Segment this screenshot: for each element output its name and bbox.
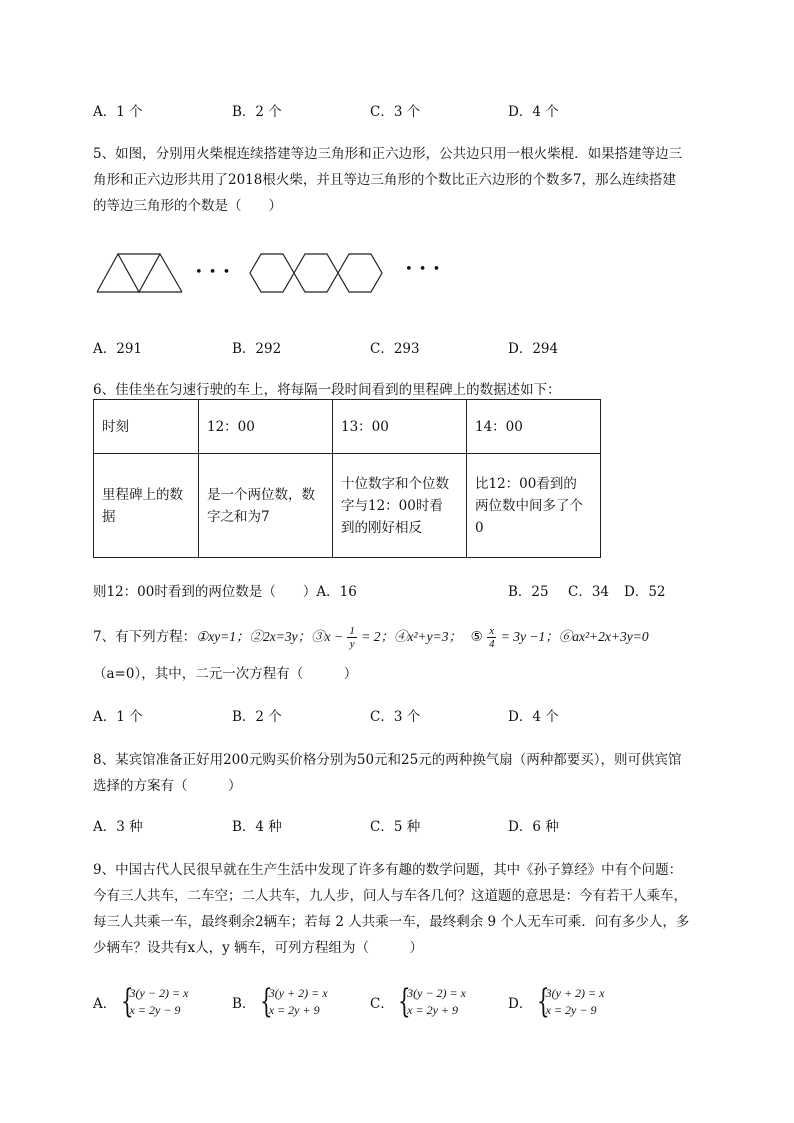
equation-system: { 3(y + 2) = x x = 2y + 9 [259, 981, 328, 1020]
q9-line-3: 每三人共乘一车，最终剩余2辆车；若每 2 人共乘一车，最终剩余 9 个人无车可乘．问有多少人，多 [93, 914, 690, 930]
q9-option-d: D． { 3(y + 2) = x x = 2y − 9 [508, 981, 605, 1020]
q7-line-2: （a=0），其中，二元一次方程有（ ） [93, 666, 358, 682]
table-cell-1200 [199, 454, 333, 558]
q6-option-c: C．34 [568, 584, 610, 600]
q7-eq-4: ④x²+y=3； [393, 629, 462, 644]
q8-option-b: B．4 种 [232, 819, 282, 835]
q7-eq-1: ①xy=1； [196, 629, 250, 644]
cell-line: 比12：00看到的 [475, 475, 577, 492]
table-header-cell: 12：00 [199, 400, 333, 454]
q5-option-b: B．292 [232, 341, 282, 357]
q7-eq-5-fraction: $\frac{x}{4}$ [488, 625, 495, 650]
triangle-strip [97, 254, 182, 292]
q7-eq-5-right: = 3y −1； [500, 629, 559, 644]
figure-ellipsis-left: • • • [195, 265, 232, 280]
q6-stem: 6、佳佳坐在匀速行驶的车上，将每隔一段时间看到的里程碑上的数据述如下： [93, 382, 561, 398]
table-cell-1300 [333, 454, 467, 558]
q9-line-1: 9、中国古代人民很早就在生产生活中发现了许多有趣的数学问题，其中《孙子算经》中有个问题： [93, 862, 683, 878]
equation-system: { 3(y − 2) = x x = 2y − 9 [120, 981, 189, 1020]
table-cell-1400 [467, 454, 601, 558]
table-header-cell: 13：00 [333, 400, 467, 454]
milestone-table [93, 399, 601, 558]
cell-line: 是一个两位数，数 [207, 486, 315, 503]
q5-option-a: A．291 [93, 341, 143, 357]
q7-eq-2: ②2x=3y； [249, 629, 312, 644]
table-header-cell: 14：00 [467, 400, 601, 454]
q6-tail-with-option-a: 则12：00时看到的两位数是（ ）A．16 [93, 584, 357, 600]
q7-eq-5-mark: ⑤ [470, 629, 483, 645]
cell-line: 字与12：00时看 [341, 497, 443, 514]
table-row-label: 里程碑上的数据 [94, 454, 199, 558]
q8-line-1: 8、某宾馆准备正好用200元购买价格分别为50元和25元的两种换气扇（两种都要买），则可供宾馆 [93, 752, 682, 768]
equation-system: { 3(y − 2) = x x = 2y + 9 [398, 981, 466, 1020]
q5-option-d: D．294 [508, 341, 559, 357]
q5-line-2: 角形和正六边形共用了2018根火柴，并且等边三角形的个数比正六边形的个数多7，那么连续搭建 [93, 172, 676, 188]
q8-option-c: C．5 种 [370, 819, 421, 835]
q4-option-b: B．2 个 [232, 104, 282, 120]
cell-line: 两位数中间多了个 [475, 497, 583, 514]
q7-eq-3-right: = 2； [361, 629, 394, 644]
q7-eq-3-left: ③x − [311, 629, 344, 644]
q4-option-c: C．3 个 [370, 104, 421, 120]
q9-option-c: C． { 3(y − 2) = x x = 2y + 9 [370, 981, 466, 1020]
q7-option-a: A．1 个 [93, 709, 143, 725]
q7-option-b: B．2 个 [232, 709, 282, 725]
hexagon-strip [250, 254, 382, 292]
table-header-row [94, 400, 601, 454]
q4-option-d: D．4 个 [508, 104, 559, 120]
q9-option-b: B． { 3(y + 2) = x x = 2y + 9 [232, 981, 328, 1020]
q5-line-3: 的等边三角形的个数是（ ） [93, 198, 282, 214]
q9-option-a: A． { 3(y − 2) = x x = 2y − 9 [93, 981, 189, 1020]
cell-line: 十位数字和个位数 [341, 475, 449, 492]
q8-option-a: A．3 种 [93, 819, 143, 835]
q7-option-d: D．4 个 [508, 709, 559, 725]
cell-line: 到的刚好相反 [341, 519, 422, 536]
q5-option-c: C．293 [370, 341, 420, 357]
q8-option-d: D．6 种 [508, 819, 559, 835]
equation-system: { 3(y + 2) = x x = 2y − 9 [536, 981, 605, 1020]
table-data-row [94, 454, 601, 558]
cell-line: 0 [475, 519, 484, 536]
q5-line-1: 5、如图，分别用火柴棍连续搭建等边三角形和正六边形，公共边只用一根火柴棍．如果搭建等边三 [93, 146, 683, 162]
q7-line-1 [93, 625, 649, 650]
figure-ellipsis-right: • • • [405, 262, 442, 277]
q4-option-a: A．1 个 [93, 104, 143, 120]
q6-option-d: D．52 [624, 584, 666, 600]
q7-option-c: C．3 个 [370, 709, 421, 725]
q8-line-2: 选择的方案有（ ） [93, 778, 242, 794]
table-header-cell: 时刻 [94, 400, 199, 454]
q7-eq-3-fraction: $\frac{1}{y}$ [349, 625, 355, 650]
q9-line-4: 少辆车？设共有x人，y 辆车，可列方程组为（ ） [93, 940, 424, 956]
q6-option-b: B．25 [508, 584, 549, 600]
matchstick-figure [90, 240, 450, 306]
q9-line-2: 今有三人共车，二车空；二人共车，九人步，问人与车各几何？这道题的意思是：今有若干人乘车， [93, 888, 687, 904]
q7-prefix: 7、有下列方程： [93, 629, 197, 645]
cell-line: 字之和为7 [207, 508, 270, 525]
q7-eq-6: ⑥ax²+2x+3y=0 [558, 629, 649, 644]
